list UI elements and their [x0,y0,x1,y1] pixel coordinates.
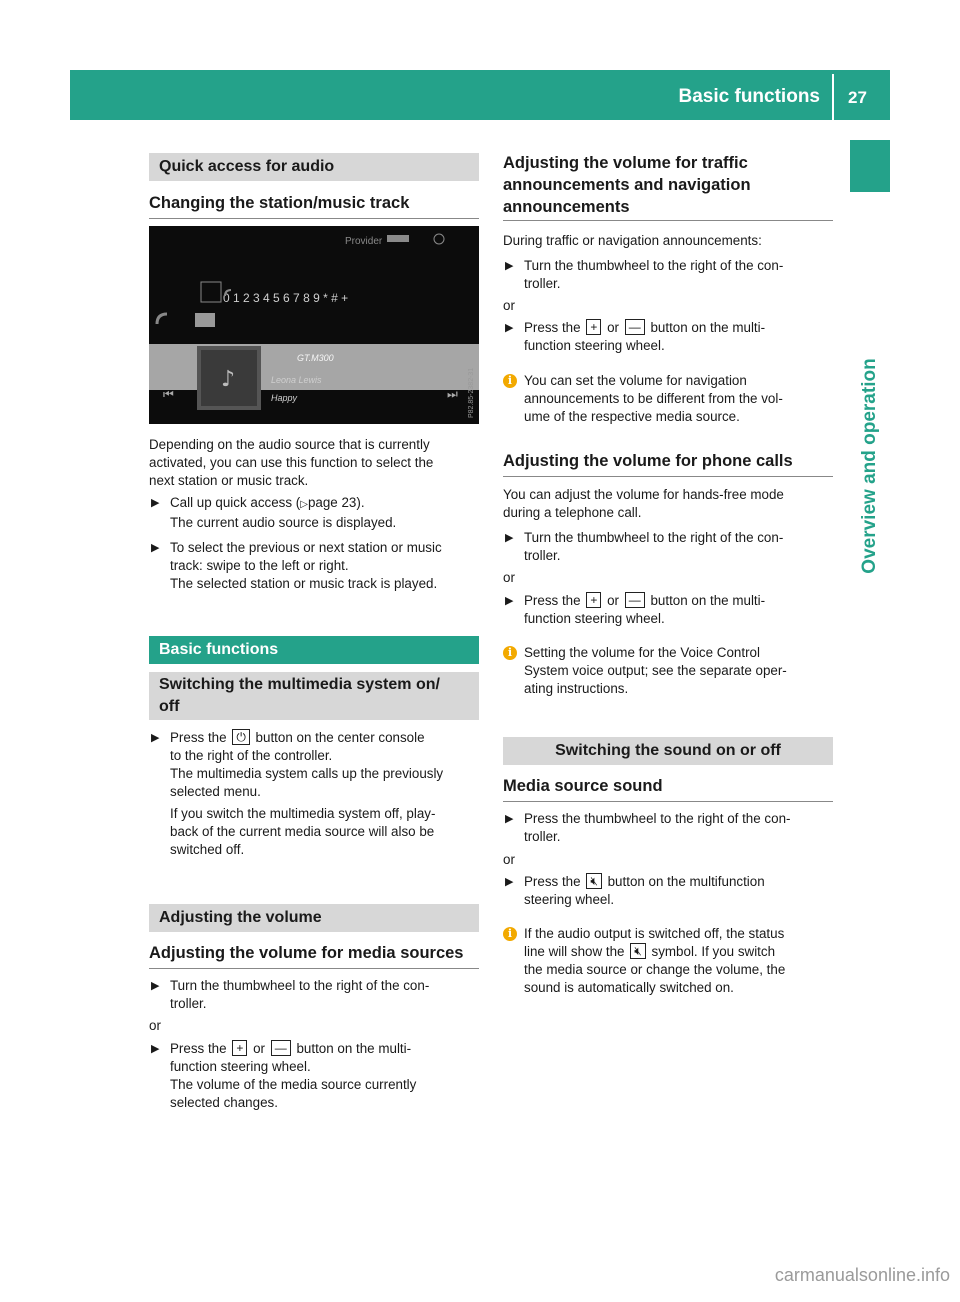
phone-info-note: i Setting the volume for the Voice Control System voice output; see the separate oper- ating instructions. [503,644,838,698]
step-arrow-icon: ▶ [505,595,514,607]
plus-icon: + [586,592,601,608]
phone-intro: You can adjust the volume for hands-free mode during a telephone call. [503,487,784,520]
or-text: or [503,298,515,313]
screen-graphic [149,226,479,424]
watermark: carmanualsonline.info [774,1265,950,1285]
page-number: 27 [848,88,867,107]
minus-icon: — [625,592,645,608]
mute-icon: 🔇︎ [630,943,646,959]
heading-media-sources: Adjusting the volume for media sources [149,944,464,962]
svg-text:♪: ♪ [221,367,236,392]
step-arrow-icon: ▶ [151,980,160,992]
or-text: or [503,852,515,867]
step-call-quick-access: ▶ Call up quick access (▷page 23). The current audio source is displayed. [151,495,397,530]
step-arrow-icon: ▶ [151,497,160,509]
heading-rule [149,968,479,969]
step-arrow-icon: ▶ [505,876,514,888]
step-arrow-icon: ▶ [505,322,514,334]
sound-step-press-mute: ▶ Press the 🔇︎ button on the multifunction steering wheel. [505,874,765,907]
info-icon: i [503,374,517,388]
heading-phone-calls: Adjusting the volume for phone calls [503,452,793,470]
next-icon: ⏭ [447,387,458,401]
traffic-step-turn: ▶ Turn the thumbwheel to the right of the con- troller. [505,258,784,291]
section-bar-label: Quick access for audio [159,158,335,175]
heading-changing-station: Changing the station/music track [149,194,410,212]
section-bar-switching [149,672,479,720]
heading-media-sound: Media source sound [503,777,663,795]
figure-code: P82.85-2382-31 [468,367,475,418]
section-bar-quick-access [149,153,479,181]
intro-paragraph: Depending on the audio source that is currently activated, you can use this function to select the next station or music track. [149,437,434,488]
power-icon: ⏻ [232,729,250,745]
heading-rule [503,476,833,477]
previous-icon: ⏮ [163,387,174,401]
step-press-plus-minus: ▶ Press the + or — button on the multi- function steering wheel. The volume of the media source currently selected changes. [151,1041,417,1110]
section-bar-label: Adjusting the volume [159,909,322,926]
track-name: Happy [271,393,298,403]
step-arrow-icon: ▶ [505,813,514,825]
step-arrow-icon: ▶ [505,260,514,272]
header-divider [832,74,834,120]
traffic-step-press: ▶ Press the + or — button on the multi- function steering wheel. [505,320,766,353]
side-tab [850,140,890,192]
dial-digits: 0 1 2 3 4 5 6 7 8 9 * # + [223,291,349,305]
heading-rule [149,218,479,219]
traffic-intro: During traffic or navigation announcements: [503,233,762,248]
phone-step-turn: ▶ Turn the thumbwheel to the right of the con- troller. [505,530,784,563]
info-icon: i [503,646,517,660]
step-arrow-icon: ▶ [151,732,160,744]
step-swipe: ▶ To select the previous or next station or music track: swipe to the left or right. The selected station or music track is played. [151,540,442,591]
minus-icon: — [271,1040,291,1056]
or-text: or [503,570,515,585]
page-header [70,70,890,120]
or-text: or [149,1018,161,1033]
quick-access-screenshot [149,226,479,424]
header-title: Basic functions [678,86,820,107]
plus-icon: + [232,1040,247,1056]
section-bar-label: Switching the multimedia system on/ [159,676,440,693]
minus-icon: — [625,319,645,335]
step-press-power: ▶ Press the ⏻ button on the center console to the right of the controller. The multimedia system calls up the previously selected menu. If you switch the multimedia system off, play- back of the current media source will also be switched off. [151,730,444,857]
section-bar-label: off [159,698,180,715]
section-bar-label: Basic functions [159,641,279,658]
provider-label: Provider [345,236,383,247]
heading-rule [503,220,833,221]
plus-icon: + [586,319,601,335]
phone-step-press: ▶ Press the + or — button on the multi- function steering wheel. [505,593,766,626]
section-bar-adjusting-volume [149,904,479,932]
step-arrow-icon: ▶ [151,1043,160,1055]
heading-traffic-announcements: Adjusting the volume for traffic announcements and navigation announcements [503,154,751,216]
section-bar-sound [503,737,833,765]
step-arrow-icon: ▶ [151,542,160,554]
traffic-info-note: i You can set the volume for navigation announcements to be different from the vol- ume of the respective media source. [503,372,838,426]
page-ref-icon: ▷ [300,499,308,510]
step-arrow-icon: ▶ [505,532,514,544]
section-bar-label: Switching the sound on or off [555,742,781,759]
artist-name: Leona Lewis [271,375,322,385]
step-turn-thumbwheel: ▶ Turn the thumbwheel to the right of the con- troller. [151,978,430,1011]
station-name: GT.M300 [297,353,334,363]
heading-rule [503,801,833,802]
side-section-label: Overview and operation [859,358,880,574]
mute-icon: 🔇︎ [586,873,602,889]
sound-info-note: i If the audio output is switched off, the status line will show the 🔇︎ symbol. If you switch the media source or change the volume, the sound is automatically switched on. [503,925,843,997]
section-bar-basic-functions [149,636,479,664]
info-icon: i [503,927,517,941]
sound-step-press-thumbwheel: ▶ Press the thumbwheel to the right of the con- troller. [505,811,791,844]
